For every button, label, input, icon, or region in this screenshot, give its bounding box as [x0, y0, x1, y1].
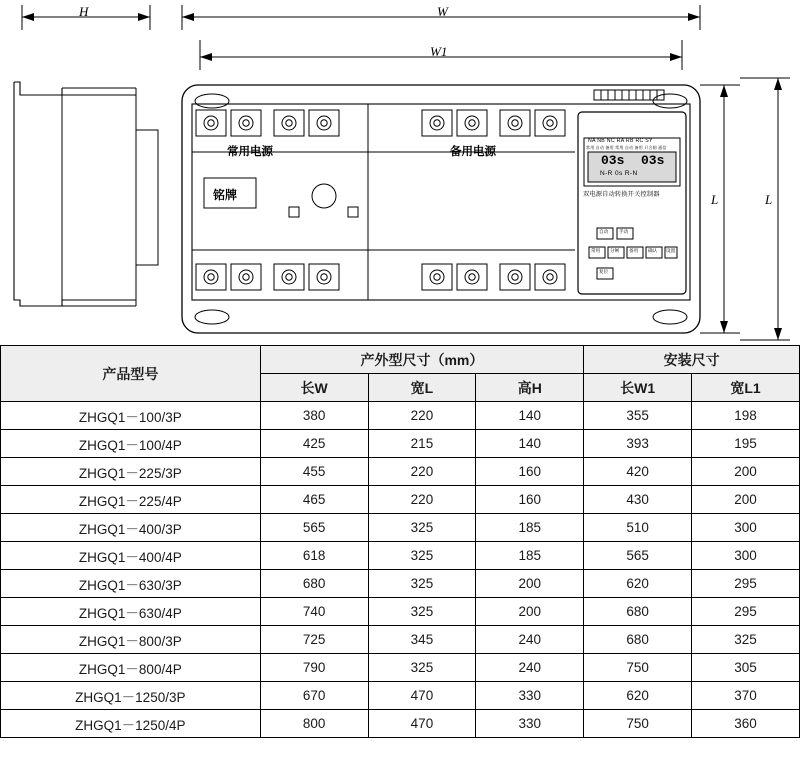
w1-arrow-right [670, 53, 682, 61]
specification-table [0, 345, 800, 738]
model-header: 产品型号 [1, 346, 261, 402]
controller-button-normal[interactable]: 常用 [591, 248, 601, 253]
side-view-outline-left [14, 82, 62, 306]
side-view-nose [136, 130, 158, 265]
terminal-group-bottom-right [422, 264, 565, 290]
cell-w: 790 [260, 654, 368, 682]
column-header-l1: 宽L1 [692, 374, 800, 402]
side-view-outline-top [14, 82, 62, 95]
cell-w: 740 [260, 598, 368, 626]
cell-l1: 198 [692, 402, 800, 430]
l-arrow-bottom [774, 328, 782, 340]
cell-model: ZHGQ1－1250/4P [1, 710, 261, 738]
cell-w: 800 [260, 710, 368, 738]
cell-l: 325 [368, 542, 476, 570]
controller-display-left: 03s [601, 153, 625, 168]
column-header-h: 高H [476, 374, 584, 402]
standby-power-label: 备用电源 [450, 146, 496, 158]
mount-slot-top-right [653, 94, 687, 108]
cell-w: 380 [260, 402, 368, 430]
cell-w1: 393 [584, 430, 692, 458]
table-row [1, 570, 800, 598]
cell-model: ZHGQ1－800/3P [1, 626, 261, 654]
controller-button-auto[interactable]: 自动 [599, 229, 609, 234]
cell-l: 345 [368, 626, 476, 654]
dim-label-H: H [79, 4, 89, 19]
drawing-svg [0, 0, 800, 345]
cell-model: ZHGQ1－400/3P [1, 514, 261, 542]
cell-l: 325 [368, 598, 476, 626]
table-row [1, 458, 800, 486]
cell-w1: 680 [584, 626, 692, 654]
cell-w: 680 [260, 570, 368, 598]
cell-w1: 750 [584, 654, 692, 682]
controller-button-set[interactable]: 设置 [666, 248, 676, 253]
cell-w: 618 [260, 542, 368, 570]
cell-h: 330 [476, 710, 584, 738]
cell-l1: 360 [692, 710, 800, 738]
table-row [1, 542, 800, 570]
cell-l1: 325 [692, 626, 800, 654]
cell-h: 160 [476, 458, 584, 486]
cell-l1: 295 [692, 570, 800, 598]
nameplate-label: 铭牌 [213, 188, 238, 202]
controller-button-manual[interactable]: 手动 [619, 229, 629, 234]
cell-w1: 565 [584, 542, 692, 570]
cell-l1: 370 [692, 682, 800, 710]
mount-slot-right [653, 310, 687, 324]
cell-l1: 200 [692, 458, 800, 486]
controller-terminal-row2: 常用 自动 备用 常用 自动 备用 只合闸 通信 [586, 145, 667, 150]
cell-l: 470 [368, 710, 476, 738]
cell-l1: 195 [692, 430, 800, 458]
cell-h: 200 [476, 598, 584, 626]
cell-w: 425 [260, 430, 368, 458]
table-row [1, 402, 800, 430]
controller-title: 双电源自动转换开关控制器 [583, 191, 660, 198]
l1-arrow-top [720, 85, 728, 97]
cell-l: 215 [368, 430, 476, 458]
table-row [1, 598, 800, 626]
cell-model: ZHGQ1－100/4P [1, 430, 261, 458]
controller-button-confirm[interactable]: 确认 [648, 248, 658, 253]
outer-dimensions-header: 产外型尺寸（mm） [260, 346, 584, 374]
h-arrow-right [138, 13, 150, 21]
cell-l1: 295 [692, 598, 800, 626]
w1-arrow-left [200, 53, 212, 61]
terminal-group-bottom-left [196, 264, 339, 290]
cell-l: 220 [368, 458, 476, 486]
controller-display-sub: N-R 0s R-N [600, 170, 638, 177]
dim-label-W: W [437, 4, 448, 19]
cell-model: ZHGQ1－630/3P [1, 570, 261, 598]
cell-model: ZHGQ1－225/3P [1, 458, 261, 486]
cell-model: ZHGQ1－1250/3P [1, 682, 261, 710]
install-dimensions-header: 安装尺寸 [584, 346, 800, 374]
cell-h: 240 [476, 654, 584, 682]
column-header-w1: 长W1 [584, 374, 692, 402]
controller-display-right: 03s [641, 153, 665, 168]
table-row [1, 430, 800, 458]
cell-l: 220 [368, 486, 476, 514]
cell-w1: 680 [584, 598, 692, 626]
dim-label-W1: W1 [430, 44, 448, 59]
controller-button-open[interactable]: 分闸 [610, 248, 620, 253]
cell-w1: 750 [584, 710, 692, 738]
cell-w1: 510 [584, 514, 692, 542]
l1-arrow-bottom [720, 321, 728, 333]
cell-model: ZHGQ1－100/3P [1, 402, 261, 430]
mount-slot-left [195, 310, 229, 324]
cell-w: 465 [260, 486, 368, 514]
cell-l1: 300 [692, 514, 800, 542]
cell-h: 240 [476, 626, 584, 654]
cell-l: 325 [368, 514, 476, 542]
cell-h: 330 [476, 682, 584, 710]
terminal-group-top-right [422, 110, 565, 136]
cell-model: ZHGQ1－400/4P [1, 542, 261, 570]
normal-power-label: 常用电源 [227, 146, 273, 158]
cell-w1: 355 [584, 402, 692, 430]
table-row [1, 682, 800, 710]
cell-w: 565 [260, 514, 368, 542]
cell-h: 140 [476, 402, 584, 430]
controller-button-standby[interactable]: 备用 [629, 248, 639, 253]
table-row [1, 486, 800, 514]
w-arrow-right [688, 13, 700, 21]
table-row [1, 514, 800, 542]
rotary-knob [312, 184, 336, 208]
table-body [1, 402, 800, 738]
cell-model: ZHGQ1－630/4P [1, 598, 261, 626]
indicator-square-left [289, 207, 299, 217]
cell-w1: 430 [584, 486, 692, 514]
cell-w: 670 [260, 682, 368, 710]
table-row [1, 626, 800, 654]
cell-l1: 305 [692, 654, 800, 682]
cell-w1: 620 [584, 682, 692, 710]
mount-slot-top-left [195, 94, 229, 108]
dim-label-L1: L [711, 192, 719, 207]
table-header-group-row [1, 346, 800, 374]
cell-l1: 200 [692, 486, 800, 514]
table-head [1, 346, 800, 402]
table-row [1, 654, 800, 682]
cell-h: 140 [476, 430, 584, 458]
cell-w1: 420 [584, 458, 692, 486]
cell-model: ZHGQ1－225/4P [1, 486, 261, 514]
cell-h: 160 [476, 486, 584, 514]
cell-w: 725 [260, 626, 368, 654]
dim-label-L: L [765, 192, 773, 207]
w-arrow-left [182, 13, 194, 21]
cell-h: 200 [476, 570, 584, 598]
l-arrow-top [774, 78, 782, 90]
cell-l1: 300 [692, 542, 800, 570]
main-body-outline [182, 85, 700, 333]
controller-terminal-row1: NA NB NC RA RB RC SY [588, 138, 653, 144]
cell-w: 455 [260, 458, 368, 486]
table-row [1, 710, 800, 738]
cell-h: 185 [476, 542, 584, 570]
cell-l: 325 [368, 654, 476, 682]
indicator-square-right [348, 207, 358, 217]
cell-l: 470 [368, 682, 476, 710]
terminal-group-top-left [196, 110, 339, 136]
column-header-w: 长W [260, 374, 368, 402]
controller-button-reset[interactable]: 复位 [599, 269, 609, 274]
cell-l: 325 [368, 570, 476, 598]
h-arrow-left [22, 13, 34, 21]
main-body-inner-frame [192, 104, 690, 300]
cell-l: 220 [368, 402, 476, 430]
column-header-l: 宽L [368, 374, 476, 402]
cell-w1: 620 [584, 570, 692, 598]
cell-h: 185 [476, 514, 584, 542]
product-dimension-drawing [0, 0, 800, 345]
cell-model: ZHGQ1－800/4P [1, 654, 261, 682]
